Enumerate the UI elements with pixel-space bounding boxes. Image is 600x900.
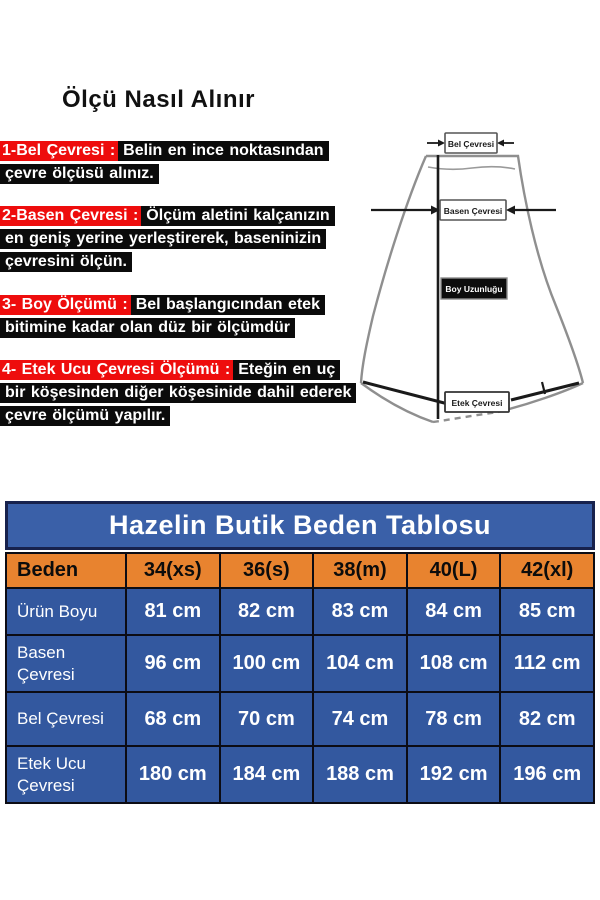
cell-value: 85 cm	[500, 588, 594, 635]
col-header-beden: Beden	[6, 553, 126, 588]
instruction-basen-cevresi	[0, 204, 352, 273]
cell-value: 81 cm	[126, 588, 220, 635]
waist-label-text: Bel Çevresi	[447, 139, 495, 149]
row-label: Basen Çevresi	[6, 635, 126, 692]
cell-value: 184 cm	[220, 746, 314, 803]
cell-value: 74 cm	[313, 692, 407, 746]
col-header-42xl: 42(xl)	[500, 553, 594, 588]
arrow-left-icon	[497, 140, 504, 147]
arrow-right-icon	[438, 140, 445, 147]
skirt-measurement-diagram	[348, 126, 598, 441]
cell-value: 70 cm	[220, 692, 314, 746]
instruction-bel-cevresi	[0, 139, 352, 185]
cell-value: 192 cm	[407, 746, 501, 803]
length-label-text: Boy Uzunluğu	[445, 284, 503, 294]
row-label: Ürün Boyu	[6, 588, 126, 635]
cell-value: 82 cm	[500, 692, 594, 746]
col-header-36s: 36(s)	[220, 553, 314, 588]
instruction-3-label: 3- Boy Ölçümü :	[0, 295, 131, 315]
size-table-title: Hazelin Butik Beden Tablosu	[5, 501, 595, 550]
page-title: Ölçü Nasıl Alınır	[62, 86, 255, 113]
row-label: Bel Çevresi	[6, 692, 126, 746]
cell-value: 84 cm	[407, 588, 501, 635]
length-measure-label	[441, 278, 507, 299]
col-header-38m: 38(m)	[313, 553, 407, 588]
cell-value: 68 cm	[126, 692, 220, 746]
instruction-4-text: Eteğin en uç bir köşesinden diğer köşesinide dahil ederek çevre ölçümü yapılır.	[0, 360, 356, 426]
instruction-2-text: Ölçüm aletini kalçanızın en geniş yerine yerleştirerek, baseninizin çevresini ölçün.	[0, 206, 335, 272]
cell-value: 104 cm	[313, 635, 407, 692]
instruction-3-text: Bel başlangıcından etek bitimine kadar olan düz bir ölçümdür	[0, 295, 325, 338]
table-row-etek-ucu-cevresi	[6, 746, 594, 803]
cell-value: 96 cm	[126, 635, 220, 692]
cell-value: 78 cm	[407, 692, 501, 746]
arrow-left-icon	[506, 206, 515, 215]
instruction-etek-ucu	[0, 358, 352, 427]
instruction-2-label: 2-Basen Çevresi :	[0, 206, 141, 226]
cell-value: 100 cm	[220, 635, 314, 692]
cell-value: 180 cm	[126, 746, 220, 803]
col-header-40l: 40(L)	[407, 553, 501, 588]
size-table-header-row	[6, 553, 594, 588]
instruction-1-text: Belin en ince noktasından çevre ölçüsü alınız.	[0, 141, 329, 184]
cell-value: 112 cm	[500, 635, 594, 692]
cell-value: 83 cm	[313, 588, 407, 635]
waist-measure-label	[427, 133, 514, 153]
cell-value: 82 cm	[220, 588, 314, 635]
col-header-34xs: 34(xs)	[126, 553, 220, 588]
hip-label-text: Basen Çevresi	[443, 206, 503, 216]
size-table	[5, 501, 595, 804]
cell-value: 188 cm	[313, 746, 407, 803]
hem-label-text: Etek Çevresi	[451, 398, 503, 408]
instruction-1-label: 1-Bel Çevresi :	[0, 141, 118, 161]
instruction-boy-olcumu	[0, 293, 352, 339]
row-label: Etek Ucu Çevresi	[6, 746, 126, 803]
size-table-grid	[5, 552, 595, 804]
cell-value: 108 cm	[407, 635, 501, 692]
table-row-basen-cevresi	[6, 635, 594, 692]
table-row-urun-boyu	[6, 588, 594, 635]
table-row-bel-cevresi	[6, 692, 594, 746]
instruction-4-label: 4- Etek Ucu Çevresi Ölçümü :	[0, 360, 233, 380]
cell-value: 196 cm	[500, 746, 594, 803]
